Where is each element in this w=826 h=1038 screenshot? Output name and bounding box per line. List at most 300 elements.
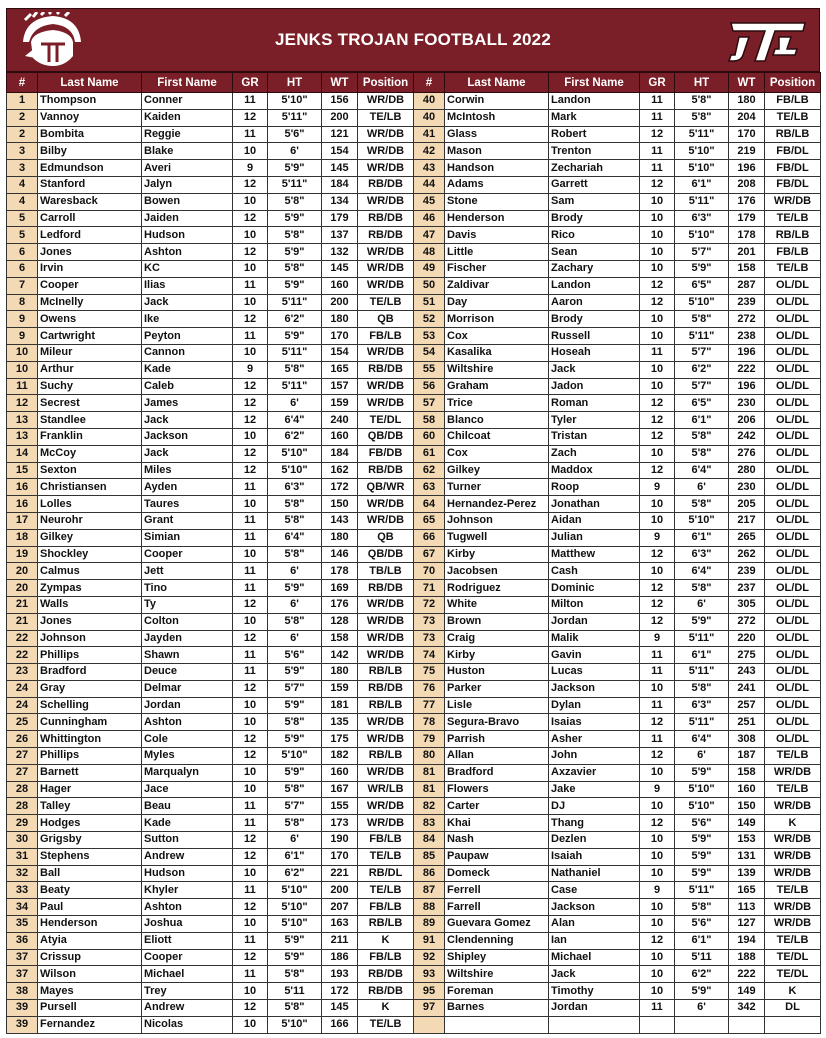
player-position: TE/LB xyxy=(765,210,821,227)
player-number: 56 xyxy=(414,378,445,395)
player-last-name: Arthur xyxy=(38,361,142,378)
player-number: 54 xyxy=(414,344,445,361)
player-weight: 150 xyxy=(729,798,765,815)
player-grade: 11 xyxy=(233,798,268,815)
player-grade: 11 xyxy=(640,647,675,664)
player-weight: 159 xyxy=(322,395,358,412)
player-first-name: Eliott xyxy=(142,932,233,949)
player-height: 5'7" xyxy=(675,378,729,395)
player-position: TE/LB xyxy=(358,1016,414,1033)
player-number: 51 xyxy=(414,294,445,311)
player-height: 6'1" xyxy=(675,647,729,664)
player-weight: 162 xyxy=(322,462,358,479)
player-last-name: Phillips xyxy=(38,748,142,765)
player-weight: 196 xyxy=(729,160,765,177)
table-row xyxy=(7,630,821,647)
player-grade: 11 xyxy=(233,647,268,664)
player-height: 5'6" xyxy=(268,126,322,143)
player-grade: 11 xyxy=(233,529,268,546)
player-first-name: Jack xyxy=(142,445,233,462)
player-first-name: Jordan xyxy=(142,697,233,714)
player-number: 88 xyxy=(414,899,445,916)
player-first-name: Hoseah xyxy=(549,344,640,361)
player-last-name: Pursell xyxy=(38,1000,142,1017)
player-number: 67 xyxy=(414,546,445,563)
player-first-name: Ashton xyxy=(142,244,233,261)
player-position: TE/LB xyxy=(765,932,821,949)
player-weight: 222 xyxy=(729,966,765,983)
player-first-name: Caleb xyxy=(142,378,233,395)
table-row xyxy=(7,277,821,294)
player-position: OL/DL xyxy=(765,361,821,378)
player-weight: 113 xyxy=(729,899,765,916)
player-number: 3 xyxy=(7,160,38,177)
player-first-name: Jack xyxy=(142,412,233,429)
table-row xyxy=(7,882,821,899)
player-height: 5'10" xyxy=(675,160,729,177)
player-first-name: Jack xyxy=(142,294,233,311)
player-position: OL/DL xyxy=(765,395,821,412)
player-position: WR/DB xyxy=(358,260,414,277)
player-weight: 287 xyxy=(729,277,765,294)
player-grade: 12 xyxy=(640,580,675,597)
player-height: 5'9" xyxy=(268,277,322,294)
player-weight: 178 xyxy=(322,563,358,580)
player-number: 6 xyxy=(7,260,38,277)
player-number: 35 xyxy=(7,916,38,933)
player-first-name: Kade xyxy=(142,361,233,378)
player-last-name: Gilkey xyxy=(38,529,142,546)
player-first-name: Jake xyxy=(549,781,640,798)
player-number: 12 xyxy=(7,395,38,412)
player-grade: 11 xyxy=(640,143,675,160)
player-height: 6'1" xyxy=(675,932,729,949)
player-position: FB/DL xyxy=(765,176,821,193)
player-weight: 182 xyxy=(322,748,358,765)
player-height: 5'9" xyxy=(268,328,322,345)
player-number: 74 xyxy=(414,647,445,664)
player-first-name: Cash xyxy=(549,563,640,580)
player-last-name: Adams xyxy=(445,176,549,193)
player-height: 6'4" xyxy=(675,731,729,748)
player-number: 97 xyxy=(414,1000,445,1017)
player-height: 5'9" xyxy=(675,865,729,882)
player-position: OL/DL xyxy=(765,344,821,361)
player-weight: 188 xyxy=(729,949,765,966)
player-grade: 11 xyxy=(233,580,268,597)
player-number: 49 xyxy=(414,260,445,277)
player-number: 52 xyxy=(414,311,445,328)
player-first-name: Matthew xyxy=(549,546,640,563)
player-weight: 179 xyxy=(729,210,765,227)
player-position: RB/DB xyxy=(358,227,414,244)
player-last-name: Henderson xyxy=(445,210,549,227)
table-row xyxy=(7,311,821,328)
player-number: 58 xyxy=(414,412,445,429)
player-last-name: Waresback xyxy=(38,193,142,210)
player-position: RB/DB xyxy=(358,680,414,697)
player-grade: 12 xyxy=(233,412,268,429)
player-position: RB/LB xyxy=(358,916,414,933)
table-row xyxy=(7,160,821,177)
player-weight: 180 xyxy=(729,93,765,110)
player-weight: 200 xyxy=(322,109,358,126)
player-last-name: Tugwell xyxy=(445,529,549,546)
player-height: 5'11" xyxy=(268,294,322,311)
player-grade: 11 xyxy=(640,697,675,714)
player-position: WR/DB xyxy=(358,143,414,160)
player-first-name: Taures xyxy=(142,496,233,513)
player-height: 5'9" xyxy=(675,764,729,781)
player-first-name: Blake xyxy=(142,143,233,160)
player-last-name: Kasalika xyxy=(445,344,549,361)
player-grade: 12 xyxy=(640,462,675,479)
player-weight: 158 xyxy=(322,630,358,647)
player-number: 18 xyxy=(7,529,38,546)
player-last-name: Mayes xyxy=(38,983,142,1000)
player-last-name: Paul xyxy=(38,899,142,916)
player-number: 82 xyxy=(414,798,445,815)
player-position: TE/DL xyxy=(765,949,821,966)
player-weight: 139 xyxy=(729,865,765,882)
table-row xyxy=(7,227,821,244)
player-weight: 239 xyxy=(729,294,765,311)
player-first-name: Roop xyxy=(549,479,640,496)
player-weight: 240 xyxy=(322,412,358,429)
player-weight: 175 xyxy=(322,731,358,748)
player-position: OL/DL xyxy=(765,596,821,613)
player-first-name: Asher xyxy=(549,731,640,748)
player-first-name: Joshua xyxy=(142,916,233,933)
player-last-name: Kirby xyxy=(445,546,549,563)
player-weight: 170 xyxy=(729,126,765,143)
player-last-name: Paupaw xyxy=(445,848,549,865)
player-number: 26 xyxy=(7,731,38,748)
col-header-position: Position xyxy=(765,73,821,93)
player-last-name: Zympas xyxy=(38,580,142,597)
player-first-name: Landon xyxy=(549,93,640,110)
player-last-name: Ferrell xyxy=(445,882,549,899)
player-position: WR/DB xyxy=(358,815,414,832)
player-grade: 10 xyxy=(233,697,268,714)
player-weight: 187 xyxy=(729,748,765,765)
player-position: OL/DL xyxy=(765,647,821,664)
player-last-name: Cox xyxy=(445,328,549,345)
player-grade: 11 xyxy=(233,126,268,143)
player-height: 6'1" xyxy=(675,412,729,429)
player-position: RB/DB xyxy=(358,580,414,597)
col-header-height: HT xyxy=(268,73,322,93)
player-grade: 12 xyxy=(640,613,675,630)
player-position: OL/DL xyxy=(765,462,821,479)
player-weight: 131 xyxy=(729,848,765,865)
player-last-name: Vannoy xyxy=(38,109,142,126)
player-first-name: Jackson xyxy=(142,428,233,445)
player-first-name: Michael xyxy=(549,949,640,966)
player-position: FB/DL xyxy=(765,143,821,160)
player-last-name: Glass xyxy=(445,126,549,143)
player-first-name: Beau xyxy=(142,798,233,815)
player-first-name: Alan xyxy=(549,916,640,933)
player-last-name: Crissup xyxy=(38,949,142,966)
player-number: 20 xyxy=(7,580,38,597)
player-grade: 10 xyxy=(640,227,675,244)
player-grade: 10 xyxy=(640,244,675,261)
player-first-name: Zechariah xyxy=(549,160,640,177)
table-row xyxy=(7,210,821,227)
player-grade: 11 xyxy=(233,93,268,110)
player-last-name: Domeck xyxy=(445,865,549,882)
player-height: 5'10" xyxy=(268,899,322,916)
player-position: WR/DB xyxy=(358,596,414,613)
player-grade: 10 xyxy=(233,781,268,798)
player-last-name: Bradford xyxy=(38,664,142,681)
player-weight: 265 xyxy=(729,529,765,546)
player-weight: 342 xyxy=(729,1000,765,1017)
player-height: 5'8" xyxy=(268,781,322,798)
player-position: RB/DB xyxy=(358,966,414,983)
player-height: 6'4" xyxy=(675,462,729,479)
table-row xyxy=(7,748,821,765)
player-height: 5'10" xyxy=(268,916,322,933)
player-position: WR/DB xyxy=(358,160,414,177)
player-first-name: Gavin xyxy=(549,647,640,664)
player-position: OL/DL xyxy=(765,529,821,546)
player-number: 32 xyxy=(7,865,38,882)
player-height: 5'9" xyxy=(268,210,322,227)
player-first-name: Jayden xyxy=(142,630,233,647)
player-number: 20 xyxy=(7,563,38,580)
table-row xyxy=(7,781,821,798)
player-first-name: Colton xyxy=(142,613,233,630)
player-last-name: Hernandez-Perez xyxy=(445,496,549,513)
player-first-name: Cole xyxy=(142,731,233,748)
player-number: 66 xyxy=(414,529,445,546)
player-first-name: Jackson xyxy=(549,899,640,916)
player-weight: 127 xyxy=(729,916,765,933)
player-number: 21 xyxy=(7,596,38,613)
player-position: OL/DL xyxy=(765,580,821,597)
player-weight: 190 xyxy=(322,832,358,849)
player-weight: 167 xyxy=(322,781,358,798)
player-position: WR/DB xyxy=(358,378,414,395)
player-position: FB/LB xyxy=(765,244,821,261)
player-first-name: Aidan xyxy=(549,512,640,529)
player-last-name: Gilkey xyxy=(445,462,549,479)
player-grade: 10 xyxy=(640,361,675,378)
player-position: K xyxy=(765,815,821,832)
player-height: 5'9" xyxy=(268,731,322,748)
player-height: 5'11" xyxy=(268,378,322,395)
player-weight: 221 xyxy=(322,865,358,882)
player-grade: 10 xyxy=(640,260,675,277)
player-height: 5'8" xyxy=(268,546,322,563)
player-number: 73 xyxy=(414,630,445,647)
player-height: 6'2" xyxy=(268,428,322,445)
player-first-name: Sam xyxy=(549,193,640,210)
player-last-name: Irvin xyxy=(38,260,142,277)
table-row xyxy=(7,529,821,546)
player-first-name: Maddox xyxy=(549,462,640,479)
player-number: 44 xyxy=(414,176,445,193)
player-weight: 230 xyxy=(729,395,765,412)
player-grade: 12 xyxy=(640,412,675,429)
player-height: 5'10" xyxy=(268,1016,322,1033)
player-grade: 10 xyxy=(640,378,675,395)
player-weight: 165 xyxy=(729,882,765,899)
player-height: 5'9" xyxy=(268,160,322,177)
player-weight: 179 xyxy=(322,210,358,227)
player-grade: 12 xyxy=(640,294,675,311)
player-position: TE/LB xyxy=(765,748,821,765)
player-position: WR/DB xyxy=(765,764,821,781)
player-position: OL/DL xyxy=(765,630,821,647)
table-row xyxy=(7,865,821,882)
player-height: 5'9" xyxy=(268,932,322,949)
player-grade: 10 xyxy=(640,563,675,580)
player-position: TE/LB xyxy=(358,848,414,865)
player-height: 5'8" xyxy=(268,613,322,630)
player-first-name: Ilias xyxy=(142,277,233,294)
player-grade: 10 xyxy=(640,311,675,328)
player-number: 36 xyxy=(7,932,38,949)
table-row xyxy=(7,949,821,966)
player-height: 6' xyxy=(675,596,729,613)
player-position: WR/LB xyxy=(358,781,414,798)
player-last-name: Schelling xyxy=(38,697,142,714)
player-first-name: Nathaniel xyxy=(549,865,640,882)
player-last-name: Lisle xyxy=(445,697,549,714)
player-height: 5'11" xyxy=(675,126,729,143)
player-weight: 135 xyxy=(322,714,358,731)
player-number: 75 xyxy=(414,664,445,681)
player-grade: 12 xyxy=(233,445,268,462)
table-row xyxy=(7,512,821,529)
player-number: 39 xyxy=(7,1000,38,1017)
roster-header xyxy=(6,8,820,72)
player-weight: 154 xyxy=(322,143,358,160)
player-first-name: KC xyxy=(142,260,233,277)
player-weight: 176 xyxy=(729,193,765,210)
player-position: OL/DL xyxy=(765,714,821,731)
player-number: 4 xyxy=(7,193,38,210)
table-row xyxy=(7,496,821,513)
player-height: 5'9" xyxy=(675,613,729,630)
player-last-name: Jones xyxy=(38,613,142,630)
player-first-name: Cooper xyxy=(142,949,233,966)
player-height: 5'9" xyxy=(268,949,322,966)
player-height: 5'9" xyxy=(675,832,729,849)
player-last-name: Flowers xyxy=(445,781,549,798)
player-first-name: Thang xyxy=(549,815,640,832)
table-row xyxy=(7,580,821,597)
player-last-name: Parker xyxy=(445,680,549,697)
player-last-name: Clendenning xyxy=(445,932,549,949)
player-grade: 9 xyxy=(233,361,268,378)
col-header-weight: WT xyxy=(729,73,765,93)
player-number: 11 xyxy=(7,378,38,395)
player-position: RB/LB xyxy=(358,664,414,681)
player-position: TE/LB xyxy=(358,109,414,126)
player-last-name: Farrell xyxy=(445,899,549,916)
player-position: OL/DL xyxy=(765,496,821,513)
player-grade: 11 xyxy=(233,932,268,949)
player-grade: 12 xyxy=(233,378,268,395)
player-weight: 173 xyxy=(322,815,358,832)
player-number: 39 xyxy=(7,1016,38,1033)
player-position xyxy=(765,1016,821,1033)
player-grade: 12 xyxy=(233,949,268,966)
player-grade: 12 xyxy=(233,630,268,647)
player-grade: 10 xyxy=(233,193,268,210)
player-weight: 163 xyxy=(322,916,358,933)
player-height: 6' xyxy=(268,630,322,647)
player-height: 5'8" xyxy=(675,93,729,110)
player-number: 40 xyxy=(414,93,445,110)
player-height: 5'10" xyxy=(675,294,729,311)
player-first-name: Zach xyxy=(549,445,640,462)
table-row xyxy=(7,462,821,479)
player-last-name: McIntosh xyxy=(445,109,549,126)
player-position: OL/DL xyxy=(765,311,821,328)
player-height: 5'10" xyxy=(268,748,322,765)
player-weight: 186 xyxy=(322,949,358,966)
player-position: WR/DB xyxy=(358,714,414,731)
player-first-name: Reggie xyxy=(142,126,233,143)
player-position: K xyxy=(765,983,821,1000)
player-position: OL/DL xyxy=(765,680,821,697)
player-grade: 9 xyxy=(640,529,675,546)
player-last-name: Corwin xyxy=(445,93,549,110)
table-row xyxy=(7,395,821,412)
player-first-name: Tyler xyxy=(549,412,640,429)
col-header-height: HT xyxy=(675,73,729,93)
player-number: 27 xyxy=(7,764,38,781)
player-height: 5'11" xyxy=(675,630,729,647)
player-number: 16 xyxy=(7,496,38,513)
player-position: RB/DL xyxy=(358,865,414,882)
player-grade: 10 xyxy=(640,798,675,815)
player-last-name: Nash xyxy=(445,832,549,849)
player-position: FB/DL xyxy=(765,160,821,177)
player-number: 91 xyxy=(414,932,445,949)
table-row xyxy=(7,378,821,395)
player-last-name: Kirby xyxy=(445,647,549,664)
player-grade: 10 xyxy=(640,865,675,882)
player-weight: 208 xyxy=(729,176,765,193)
player-number: 1 xyxy=(7,93,38,110)
player-position: OL/DL xyxy=(765,731,821,748)
player-height: 5'9" xyxy=(268,764,322,781)
player-number: 9 xyxy=(7,311,38,328)
table-row xyxy=(7,916,821,933)
player-first-name: Bowen xyxy=(142,193,233,210)
player-number: 92 xyxy=(414,949,445,966)
player-grade: 12 xyxy=(640,748,675,765)
player-position: QB/DB xyxy=(358,546,414,563)
player-first-name: Garrett xyxy=(549,176,640,193)
player-first-name: Zachary xyxy=(549,260,640,277)
player-position: OL/DL xyxy=(765,277,821,294)
player-number: 62 xyxy=(414,462,445,479)
player-height: 5'10" xyxy=(268,462,322,479)
player-first-name: Jett xyxy=(142,563,233,580)
player-position: FB/LB xyxy=(358,328,414,345)
player-weight: 142 xyxy=(322,647,358,664)
player-weight: 193 xyxy=(322,966,358,983)
table-row xyxy=(7,983,821,1000)
player-grade: 10 xyxy=(233,294,268,311)
